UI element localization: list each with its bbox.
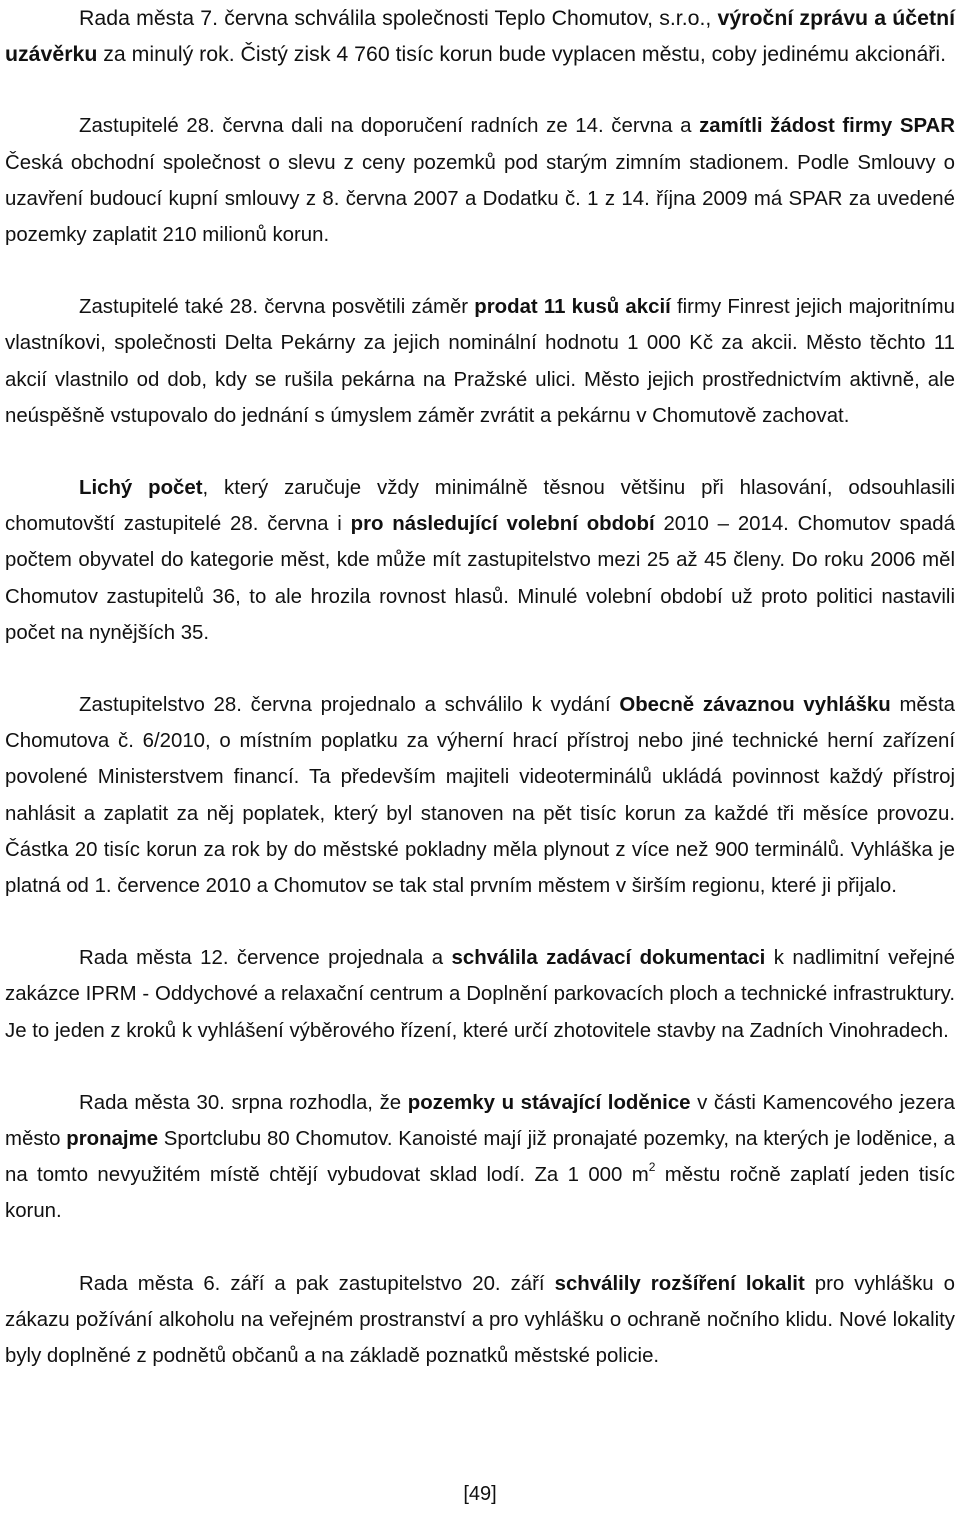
bold-run: pozemky u stávající loděnice	[407, 1091, 691, 1114]
paragraph-spar	[5, 108, 955, 253]
text-run: Zastupitelstvo 28. června projednalo a schválilo k vydání	[79, 694, 620, 717]
text-run: 2010 – 2014. Chomutov spadá počtem obyvatel do kategorie měst, kde může mít zastupitelstvo mezi 25 až 45 členy. Do roku 2006 měl Chomutov zastupitelů 36, to ale hrozila rovnost hlasů. Minulé volební období už proto politici nastavili počet na nynějších 35.	[5, 513, 955, 644]
text-run: Česká obchodní společnost o slevu z ceny pozemků pod starým zimním stadionem. Podle Smlouvy o uzavření budoucí kupní smlouvy z 8. června 2007 a Dodatku č. 1 z 14. října 2009 má SPAR za uvedené pozemky zaplatit 210 milionů korun.	[5, 151, 955, 247]
text-run: města Chomutova č. 6/2010, o místním poplatku za výherní hrací přístroj nebo jiné technické herní zařízení povolené Ministerstvem financí. Ta především majiteli videoterminálů ukládá povinnost každý přístroj nahlásit a zaplatit za něj poplatek, který byl stanoven na pět tisíc korun za každé tři měsíce provozu. Částka 20 tisíc korun za rok by do městské pokladny měla plynout z více než 900 terminálů. Vyhláška je platná od 1. července 2010 a Chomutov se tak stal prvním městem v širším regionu, které ji přijalo.	[5, 694, 955, 898]
page-number: [49]	[463, 1483, 497, 1505]
bold-run: Obecně závaznou vyhlášku	[619, 694, 891, 717]
bold-run: schválila zadávací dokumentaci	[451, 947, 766, 970]
text-run: Rada města 7. června schválila společnosti Teplo Chomutov, s.r.o.,	[79, 6, 718, 30]
bold-run: pro následující volební období	[350, 513, 655, 536]
text-run: k nadlimitní veřejné zakázce IPRM - Oddychové a relaxační centrum a Doplnění parkovacích ploch a technické infrastruktury. Je to jeden z kroků k vyhlášení výběrového řízení, které určí zhotovitele stavby na Zadních Vinohradech.	[5, 947, 955, 1042]
bold-run: pronajme	[66, 1128, 159, 1151]
text-run: v části Kamencového jezera město	[5, 1091, 955, 1151]
paragraph-alkohol	[5, 1266, 955, 1375]
text-run: firmy Finrest jejich majoritnímu vlastníkovi, společnosti Delta Pekárny za jejich nominální hodnotu 1 000 Kč za akcii. Město těchto 11 akcií vlastnilo od dob, kdy se rušila pekárna na Pražské ulici. Město jejich prostřednictvím aktivně, ale neúspěšně vstupovalo do jednání s úmyslem záměr zvrátit a pekárnu v Chomutově zachovat.	[5, 296, 955, 427]
text-run: Zastupitelé také 28. června posvětili záměr	[79, 296, 475, 319]
text-run: Rada města 12. července projednala a	[79, 947, 452, 970]
paragraph-lichy-pocet	[5, 470, 955, 651]
text-run: pro vyhlášku o zákazu požívání alkoholu na veřejném prostranství a pro vyhlášku o ochraně nočního klidu. Nové lokality byly doplněné z podnětů občanů a na základě poznatků městské policie.	[5, 1272, 955, 1368]
document-page	[5, 0, 955, 1410]
bold-run: prodat 11 kusů akcií	[474, 296, 671, 319]
paragraph-vyhlaska	[5, 687, 955, 904]
paragraph-finrest	[5, 289, 955, 434]
bold-run: Lichý počet	[79, 477, 203, 500]
text-run: Rada města 6. září a pak zastupitelstvo 20. září	[79, 1272, 555, 1295]
text-run: Rada města 30. srpna rozhodla, že	[79, 1091, 408, 1114]
text-run: městu ročně zaplatí jeden tisíc korun.	[5, 1164, 955, 1223]
paragraph-teplo-chomutov	[5, 0, 955, 72]
text-run: za minulý rok. Čistý zisk 4 760 tisíc korun bude vyplacen městu, coby jedinému akcionáři.	[97, 42, 947, 67]
bold-run: zamítli žádost firmy SPAR	[699, 115, 956, 138]
text-run: Zastupitelé 28. června dali na doporučení radních ze 14. června a	[79, 115, 700, 138]
text-run: , který zaručuje vždy minimálně těsnou většinu při hlasování, odsouhlasili chomutovští zastupitelé 28. června i	[5, 477, 955, 536]
paragraph-iprm	[5, 940, 955, 1049]
bold-run: výroční zprávu a účetní uzávěrku	[5, 6, 955, 67]
bold-run: schválily rozšíření lokalit	[554, 1272, 805, 1295]
superscript: 2	[648, 1160, 656, 1175]
text-run: Sportclubu 80 Chomutov. Kanoisté mají již pronajaté pozemky, na kterých je loděnice, a na tomto nevyužitém místě chtějí vybudovat sklad lodí. Za 1 000 m	[5, 1128, 955, 1187]
paragraph-lodenice	[5, 1085, 955, 1230]
